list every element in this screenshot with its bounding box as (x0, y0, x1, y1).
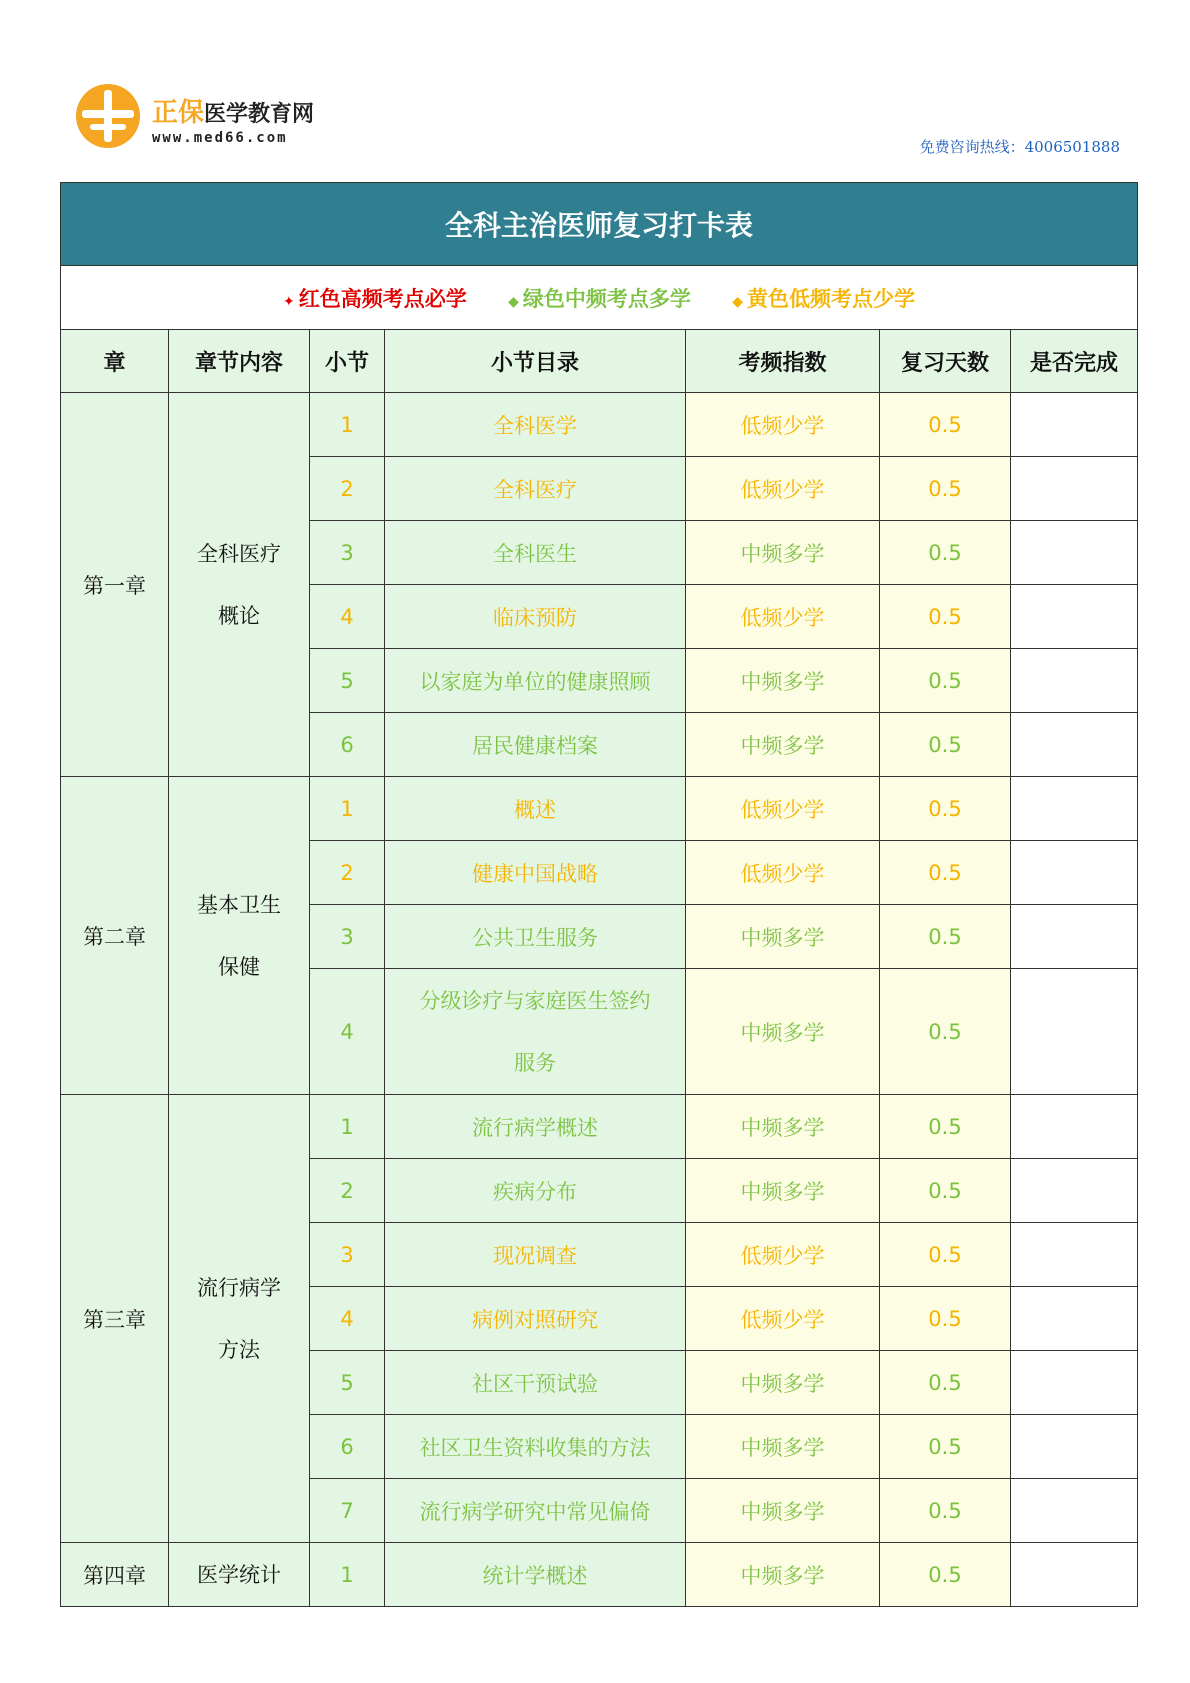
section-number: 1 (310, 1095, 385, 1159)
frequency-cell: 中频多学 (686, 905, 880, 969)
chapter-content-line1: 医学统计 (197, 1562, 281, 1587)
chapter-cell: 第一章 (61, 393, 169, 777)
chapter-cell: 第二章 (61, 777, 169, 1095)
completion-checkbox-cell[interactable] (1011, 585, 1138, 649)
col-header-chapter: 章 (61, 330, 169, 393)
section-title: 流行病学概述 (385, 1095, 686, 1159)
review-days-cell: 0.5 (880, 1159, 1011, 1223)
review-days-cell: 0.5 (880, 1223, 1011, 1287)
completion-checkbox-cell[interactable] (1011, 905, 1138, 969)
frequency-cell: 中频多学 (686, 969, 880, 1095)
completion-checkbox-cell[interactable] (1011, 393, 1138, 457)
review-days-cell: 0.5 (880, 1095, 1011, 1159)
frequency-cell: 低频少学 (686, 1287, 880, 1351)
frequency-cell: 低频少学 (686, 777, 880, 841)
brand-main: 正保 (152, 98, 205, 128)
legend (61, 266, 1138, 330)
frequency-cell: 低频少学 (686, 585, 880, 649)
section-number: 4 (310, 969, 385, 1095)
logo-icon (76, 84, 140, 148)
section-number: 5 (310, 649, 385, 713)
review-days-cell: 0.5 (880, 1543, 1011, 1607)
section-number: 3 (310, 521, 385, 585)
section-title: 以家庭为单位的健康照顾 (385, 649, 686, 713)
section-title (385, 969, 686, 1095)
review-days-cell: 0.5 (880, 393, 1011, 457)
section-number: 1 (310, 393, 385, 457)
section-number: 2 (310, 1159, 385, 1223)
review-days-cell: 0.5 (880, 1287, 1011, 1351)
review-days-cell: 0.5 (880, 969, 1011, 1095)
frequency-cell: 中频多学 (686, 1543, 880, 1607)
col-header-done: 是否完成 (1011, 330, 1138, 393)
section-title: 临床预防 (385, 585, 686, 649)
frequency-cell: 低频少学 (686, 841, 880, 905)
completion-checkbox-cell[interactable] (1011, 457, 1138, 521)
section-number: 2 (310, 841, 385, 905)
frequency-cell: 低频少学 (686, 1223, 880, 1287)
legend-green: 绿色中频考点多学 (522, 286, 691, 311)
col-header-content: 章节内容 (169, 330, 310, 393)
page-header (0, 0, 1190, 180)
section-title: 概述 (385, 777, 686, 841)
completion-checkbox-cell[interactable] (1011, 1159, 1138, 1223)
section-number: 2 (310, 457, 385, 521)
table-title: 全科主治医师复习打卡表 (61, 183, 1138, 266)
section-number: 6 (310, 713, 385, 777)
yellow-diamond-icon: ◆ (732, 293, 743, 310)
completion-checkbox-cell[interactable] (1011, 1351, 1138, 1415)
legend-yellow: 黄色低频考点少学 (746, 286, 915, 311)
frequency-cell: 中频多学 (686, 1351, 880, 1415)
review-days-cell: 0.5 (880, 777, 1011, 841)
section-title: 居民健康档案 (385, 713, 686, 777)
site-url: www.med66.com (152, 130, 288, 146)
red-diamond-icon: ✦ (283, 293, 295, 310)
review-days-cell: 0.5 (880, 1479, 1011, 1543)
completion-checkbox-cell[interactable] (1011, 649, 1138, 713)
table-row (61, 777, 1138, 841)
section-number: 4 (310, 585, 385, 649)
frequency-cell: 中频多学 (686, 1159, 880, 1223)
table-row (61, 1543, 1138, 1607)
frequency-cell: 中频多学 (686, 649, 880, 713)
green-diamond-icon: ◆ (508, 293, 519, 310)
chapter-content-line2: 保健 (218, 954, 260, 979)
review-days-cell: 0.5 (880, 521, 1011, 585)
review-days-cell: 0.5 (880, 457, 1011, 521)
hotline-text: 免费咨询热线：4006501888 (919, 138, 1120, 156)
section-title: 流行病学研究中常见偏倚 (385, 1479, 686, 1543)
chapter-content-line1: 全科医疗 (197, 541, 281, 566)
col-header-frequency: 考频指数 (686, 330, 880, 393)
chapter-cell: 第四章 (61, 1543, 169, 1607)
section-number: 7 (310, 1479, 385, 1543)
completion-checkbox-cell[interactable] (1011, 1479, 1138, 1543)
section-title: 全科医学 (385, 393, 686, 457)
section-title-line1: 分级诊疗与家庭医生签约 (419, 988, 651, 1013)
section-title: 全科医疗 (385, 457, 686, 521)
section-title: 全科医生 (385, 521, 686, 585)
review-days-cell: 0.5 (880, 1415, 1011, 1479)
section-title: 病例对照研究 (385, 1287, 686, 1351)
legend-red: 红色高频考点必学 (298, 286, 467, 311)
table-row (61, 393, 1138, 457)
review-days-cell: 0.5 (880, 649, 1011, 713)
review-days-cell: 0.5 (880, 905, 1011, 969)
section-number: 5 (310, 1351, 385, 1415)
section-title: 社区干预试验 (385, 1351, 686, 1415)
completion-checkbox-cell[interactable] (1011, 521, 1138, 585)
frequency-cell: 中频多学 (686, 521, 880, 585)
section-title-line2: 服务 (514, 1050, 556, 1075)
frequency-cell: 中频多学 (686, 1479, 880, 1543)
review-days-cell: 0.5 (880, 1351, 1011, 1415)
chapter-content-line2: 概论 (218, 603, 260, 628)
section-title: 现况调查 (385, 1223, 686, 1287)
col-header-section-list: 小节目录 (385, 330, 686, 393)
review-days-cell: 0.5 (880, 713, 1011, 777)
frequency-cell: 低频少学 (686, 457, 880, 521)
completion-checkbox-cell[interactable] (1011, 841, 1138, 905)
section-title: 统计学概述 (385, 1543, 686, 1607)
chapter-content-line2: 方法 (218, 1337, 260, 1362)
completion-checkbox-cell[interactable] (1011, 1095, 1138, 1159)
section-title: 社区卫生资料收集的方法 (385, 1415, 686, 1479)
completion-checkbox-cell[interactable] (1011, 777, 1138, 841)
section-title: 健康中国战略 (385, 841, 686, 905)
frequency-cell: 中频多学 (686, 1415, 880, 1479)
section-number: 3 (310, 905, 385, 969)
frequency-cell: 中频多学 (686, 1095, 880, 1159)
chapter-content-cell (169, 393, 310, 777)
review-checkin-table (60, 182, 1138, 1607)
completion-checkbox-cell[interactable] (1011, 713, 1138, 777)
section-title: 公共卫生服务 (385, 905, 686, 969)
completion-checkbox-cell[interactable] (1011, 1223, 1138, 1287)
frequency-cell: 中频多学 (686, 713, 880, 777)
completion-checkbox-cell[interactable] (1011, 1543, 1138, 1607)
table-row (61, 1095, 1138, 1159)
completion-checkbox-cell[interactable] (1011, 1287, 1138, 1351)
chapter-cell: 第三章 (61, 1095, 169, 1543)
brand-name (152, 92, 314, 129)
section-number: 6 (310, 1415, 385, 1479)
chapter-content-line1: 基本卫生 (197, 892, 281, 917)
completion-checkbox-cell[interactable] (1011, 1415, 1138, 1479)
completion-checkbox-cell[interactable] (1011, 969, 1138, 1095)
review-days-cell: 0.5 (880, 585, 1011, 649)
chapter-content-cell (169, 1543, 310, 1607)
col-header-days: 复习天数 (880, 330, 1011, 393)
chapter-content-line1: 流行病学 (197, 1275, 281, 1300)
review-days-cell: 0.5 (880, 841, 1011, 905)
brand-rest: 医学教育网 (204, 102, 315, 127)
section-number: 3 (310, 1223, 385, 1287)
frequency-cell: 低频少学 (686, 393, 880, 457)
chapter-content-cell (169, 1095, 310, 1543)
col-header-section: 小节 (310, 330, 385, 393)
section-number: 1 (310, 777, 385, 841)
section-number: 1 (310, 1543, 385, 1607)
section-title: 疾病分布 (385, 1159, 686, 1223)
section-number: 4 (310, 1287, 385, 1351)
chapter-content-cell (169, 777, 310, 1095)
